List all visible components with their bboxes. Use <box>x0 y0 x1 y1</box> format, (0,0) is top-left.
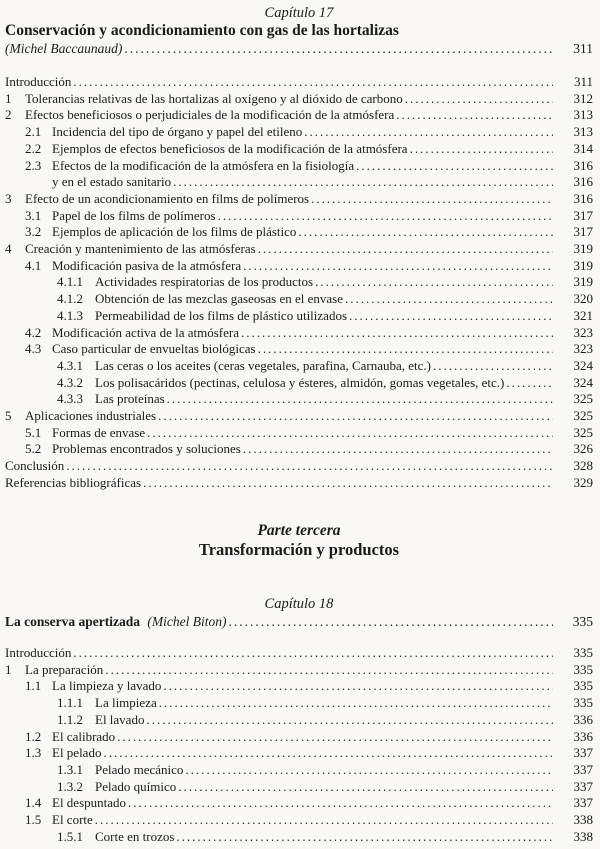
toc-entry-label: Incidencia del tipo de órgano y papel del etileno <box>52 124 303 140</box>
toc-entry-page-number: 324 <box>573 374 593 390</box>
toc-row <box>57 375 593 392</box>
dot-leader <box>345 291 553 308</box>
toc-entry-number: 4.3 <box>25 341 42 357</box>
toc-entry-number: 4 <box>5 241 12 257</box>
toc-entry-page-number: 317 <box>573 224 593 240</box>
toc-entry-label: Problemas encontrados y soluciones <box>52 441 241 457</box>
toc-entry-page-number: 336 <box>573 728 593 744</box>
toc-row <box>25 812 593 829</box>
toc-entry-label: Caso particular de envueltas biológicas <box>52 341 256 357</box>
toc-row <box>57 358 593 375</box>
toc-entry-label: El corte <box>52 812 93 828</box>
toc-row <box>57 391 593 408</box>
toc-entry-number: 4.1.1 <box>57 274 83 290</box>
chapter-17-page-number: 311 <box>573 40 593 56</box>
dot-leader <box>178 779 553 796</box>
toc-entry-label: La limpieza y lavado <box>52 678 162 694</box>
dot-leader <box>158 408 553 425</box>
toc-entry-page-number: 313 <box>573 107 593 123</box>
toc-entry-number: 1.3 <box>25 745 42 761</box>
toc-entry-page-number: 328 <box>573 458 593 474</box>
chapter-17-title: Conservación y acondicionamiento con gas de las hortalizas <box>5 22 399 39</box>
toc-entry-number: 2.1 <box>25 124 42 140</box>
dot-leader <box>173 174 553 191</box>
dot-leader <box>405 91 553 108</box>
toc-entry-label: Las proteínas <box>95 391 165 407</box>
toc-row <box>5 241 593 258</box>
dot-leader <box>218 208 553 225</box>
toc-row <box>57 291 593 308</box>
chapter-18-toc <box>5 645 593 845</box>
toc-entry-number: 1 <box>5 661 12 677</box>
toc-entry-number: 1.1 <box>25 678 42 694</box>
chapter-17-author: (Michel Baccaunaud) <box>5 40 123 56</box>
toc-row <box>52 174 593 191</box>
dot-leader <box>433 358 553 375</box>
dot-leader <box>298 224 553 241</box>
toc-entry-label: Actividades respiratorias de los productos <box>95 274 314 290</box>
dot-leader <box>258 241 553 258</box>
toc-entry-page-number: 329 <box>573 474 593 490</box>
toc-entry-number: 4.1.3 <box>57 307 83 323</box>
toc-row <box>25 224 593 241</box>
toc-row <box>25 258 593 275</box>
chapter-17-heading: Capítulo 17 <box>264 5 334 21</box>
toc-entry-page-number: 325 <box>573 408 593 424</box>
dot-leader <box>185 762 553 779</box>
toc-entry-label: Referencias bibliográficas <box>5 474 142 490</box>
chapter-17-toc <box>5 74 593 492</box>
dot-leader <box>241 325 553 342</box>
dot-leader <box>410 141 553 158</box>
dot-leader <box>66 458 553 475</box>
toc-row <box>5 408 593 425</box>
toc-entry-page-number: 317 <box>573 207 593 223</box>
toc-entry-number: 3.1 <box>25 207 42 223</box>
toc-entry-label: Los polisacáridos (pectinas, celulosa y ésteres, almidón, gomas vegetales, etc.) <box>95 374 505 390</box>
toc-entry-label: Ejemplos de aplicación de los films de plástico <box>52 224 297 240</box>
toc-row <box>57 829 593 846</box>
chapter-18-page-number: 335 <box>572 614 593 630</box>
chapter-17-author-row <box>5 40 593 57</box>
dot-leader <box>73 645 553 662</box>
toc-row <box>5 74 593 91</box>
dot-leader <box>124 40 553 57</box>
toc-entry-page-number: 312 <box>573 90 593 106</box>
toc-entry-label: El lavado <box>95 711 145 727</box>
toc-entry-number: 4.3.1 <box>57 357 83 373</box>
toc-row <box>5 645 593 662</box>
toc-row <box>5 662 593 679</box>
toc-entry-page-number: 311 <box>573 74 593 89</box>
toc-entry-label: Creación y mantenimiento de las atmósferas <box>25 241 256 257</box>
dot-leader <box>243 441 553 458</box>
toc-entry-number: 4.1.2 <box>57 291 83 307</box>
toc-entry-label: Introducción <box>5 645 72 661</box>
toc-entry-label: El pelado <box>52 745 102 761</box>
chapter-18-title-group <box>5 613 226 630</box>
toc-entry-page-number: 319 <box>573 241 593 257</box>
toc-row <box>25 141 593 158</box>
part-three-heading: Parte tercera <box>257 521 341 539</box>
dot-leader <box>356 158 553 175</box>
toc-entry-label: Efecto de un acondicionamiento en films de polímeros <box>25 190 310 206</box>
toc-row <box>57 695 593 712</box>
toc-entry-page-number: 325 <box>573 424 593 440</box>
toc-row <box>5 191 593 208</box>
toc-entry-number: 4.3.2 <box>57 374 83 390</box>
dot-leader <box>95 812 553 829</box>
chapter-18-title-row <box>5 613 593 630</box>
toc-entry-label: Pelado químico <box>95 778 177 794</box>
toc-entry-label: Papel de los films de polímeros <box>52 207 216 223</box>
dot-leader <box>159 695 553 712</box>
toc-entry-label: Efectos de la modificación de la atmósfera en la fisiología <box>52 157 355 173</box>
toc-entry-number: 3 <box>5 190 12 206</box>
toc-entry-page-number: 335 <box>573 695 593 711</box>
toc-entry-number: 2.3 <box>25 157 42 173</box>
toc-entry-number: 1.5 <box>25 812 42 828</box>
toc-entry-label: Formas de envase <box>52 424 146 440</box>
toc-row <box>57 274 593 291</box>
dot-leader <box>228 613 553 630</box>
toc-entry-page-number: 337 <box>573 762 593 777</box>
toc-entry-number: 1.3.1 <box>57 762 83 777</box>
toc-row <box>25 678 593 695</box>
dot-leader <box>176 829 553 846</box>
toc-row <box>57 779 593 796</box>
toc-row <box>25 441 593 458</box>
toc-entry-page-number: 338 <box>573 828 593 844</box>
toc-entry-label: Modificación pasiva de la atmósfera <box>52 257 242 273</box>
toc-entry-page-number: 338 <box>573 812 593 828</box>
toc-entry-number: 4.3.3 <box>57 391 83 407</box>
chapter-18-author: (Michel Biton) <box>147 614 227 630</box>
toc-row <box>57 308 593 325</box>
toc-row <box>25 325 593 342</box>
toc-entry-label: Las ceras o los aceites (ceras vegetales, parafina, Carnauba, etc.) <box>95 357 432 373</box>
part-three-title: Transformación y productos <box>198 539 400 559</box>
toc-entry-number: 1.1.1 <box>57 695 83 711</box>
toc-row <box>5 107 593 124</box>
toc-entry-label: Permeabilidad de los films de plástico utilizados <box>95 307 348 323</box>
toc-row <box>57 712 593 729</box>
toc-entry-page-number: 324 <box>573 357 593 373</box>
toc-entry-number: 1.3.2 <box>57 778 83 794</box>
toc-entry-page-number: 326 <box>573 441 593 457</box>
dot-leader <box>128 795 553 812</box>
toc-entry-label: Corte en trozos <box>95 828 175 844</box>
toc-entry-number: 2.2 <box>25 140 42 156</box>
part-three-block <box>5 522 593 559</box>
toc-row <box>25 208 593 225</box>
toc-entry-page-number: 337 <box>573 745 593 761</box>
dot-leader <box>147 425 553 442</box>
toc-entry-label: El despuntado <box>52 795 127 811</box>
toc-entry-page-number: 335 <box>573 645 593 661</box>
dot-leader <box>396 107 553 124</box>
toc-entry-page-number: 316 <box>573 174 593 190</box>
toc-entry-page-number: 323 <box>573 324 593 340</box>
toc-entry-label: Obtención de las mezclas gaseosas en el envase <box>95 291 343 307</box>
chapter-18-title: La conserva apertizada <box>5 614 140 630</box>
toc-entry-page-number: 335 <box>573 678 593 694</box>
toc-row <box>57 762 593 779</box>
toc-entry-page-number: 319 <box>573 257 593 273</box>
toc-entry-page-number: 335 <box>573 661 593 677</box>
toc-entry-page-number: 336 <box>573 711 593 727</box>
toc-entry-page-number: 337 <box>573 778 593 794</box>
toc-row <box>5 91 593 108</box>
toc-entry-label: Pelado mecánico <box>95 762 184 777</box>
toc-entry-label: Conclusión <box>5 458 65 474</box>
toc-row <box>5 475 593 492</box>
toc-row <box>25 729 593 746</box>
toc-entry-page-number: 320 <box>573 291 593 307</box>
dot-leader <box>349 308 553 325</box>
toc-entry-number: 1.2 <box>25 728 42 744</box>
dot-leader <box>258 341 553 358</box>
dot-leader <box>146 712 553 729</box>
toc-entry-page-number: 316 <box>573 190 593 206</box>
toc-entry-page-number: 323 <box>573 341 593 357</box>
toc-entry-number: 1.1.2 <box>57 711 83 727</box>
toc-entry-label: Aplicaciones industriales <box>25 408 157 424</box>
toc-entry-page-number: 313 <box>573 124 593 140</box>
toc-entry-page-number: 337 <box>573 795 593 811</box>
dot-leader <box>304 124 553 141</box>
dot-leader <box>163 678 553 695</box>
toc-entry-label: y en el estado sanitario <box>52 174 172 190</box>
toc-entry-number: 1.4 <box>25 795 42 811</box>
toc-entry-label: Modificación activa de la atmósfera <box>52 324 239 340</box>
toc-entry-number: 3.2 <box>25 224 42 240</box>
toc-entry-label: El calibrado <box>52 728 116 744</box>
toc-entry-page-number: 314 <box>573 140 593 156</box>
dot-leader <box>105 662 553 679</box>
toc-entry-page-number: 316 <box>573 157 593 173</box>
dot-leader <box>143 475 553 492</box>
dot-leader <box>103 745 553 762</box>
toc-entry-number: 5.1 <box>25 424 42 440</box>
toc-row <box>25 745 593 762</box>
toc-entry-number: 4.2 <box>25 324 42 340</box>
dot-leader <box>315 274 553 291</box>
toc-entry-label: La preparación <box>25 661 104 677</box>
toc-entry-label: Tolerancias relativas de las hortalizas al oxígeno y al dióxido de carbono <box>25 90 403 106</box>
toc-row <box>25 124 593 141</box>
toc-entry-page-number: 319 <box>573 274 593 290</box>
toc-row <box>5 458 593 475</box>
toc-entry-number: 1.5.1 <box>57 828 83 844</box>
toc-entry-number: 5.2 <box>25 441 42 457</box>
toc-row <box>25 158 593 175</box>
toc-entry-number: 2 <box>5 107 12 123</box>
toc-row <box>25 425 593 442</box>
toc-entry-label: Efectos beneficiosos o perjudiciales de la modificación de la atmósfera <box>25 107 395 123</box>
toc-entry-label: Ejemplos de efectos beneficiosos de la modificación de la atmósfera <box>52 140 408 156</box>
toc-row <box>25 341 593 358</box>
dot-leader <box>73 74 553 91</box>
dot-leader <box>167 391 553 408</box>
toc-entry-number: 5 <box>5 408 12 424</box>
toc-entry-page-number: 321 <box>573 307 593 323</box>
toc-entry-label: Introducción <box>5 74 72 89</box>
dot-leader <box>506 375 553 392</box>
dot-leader <box>117 729 553 746</box>
toc-entry-number: 1 <box>5 90 12 106</box>
toc-entry-page-number: 325 <box>573 391 593 407</box>
dot-leader <box>311 191 553 208</box>
toc-entry-number: 4.1 <box>25 257 42 273</box>
toc-row <box>25 795 593 812</box>
chapter-18-heading: Capítulo 18 <box>264 595 334 612</box>
dot-leader <box>243 258 553 275</box>
toc-entry-label: La limpieza <box>95 695 157 711</box>
